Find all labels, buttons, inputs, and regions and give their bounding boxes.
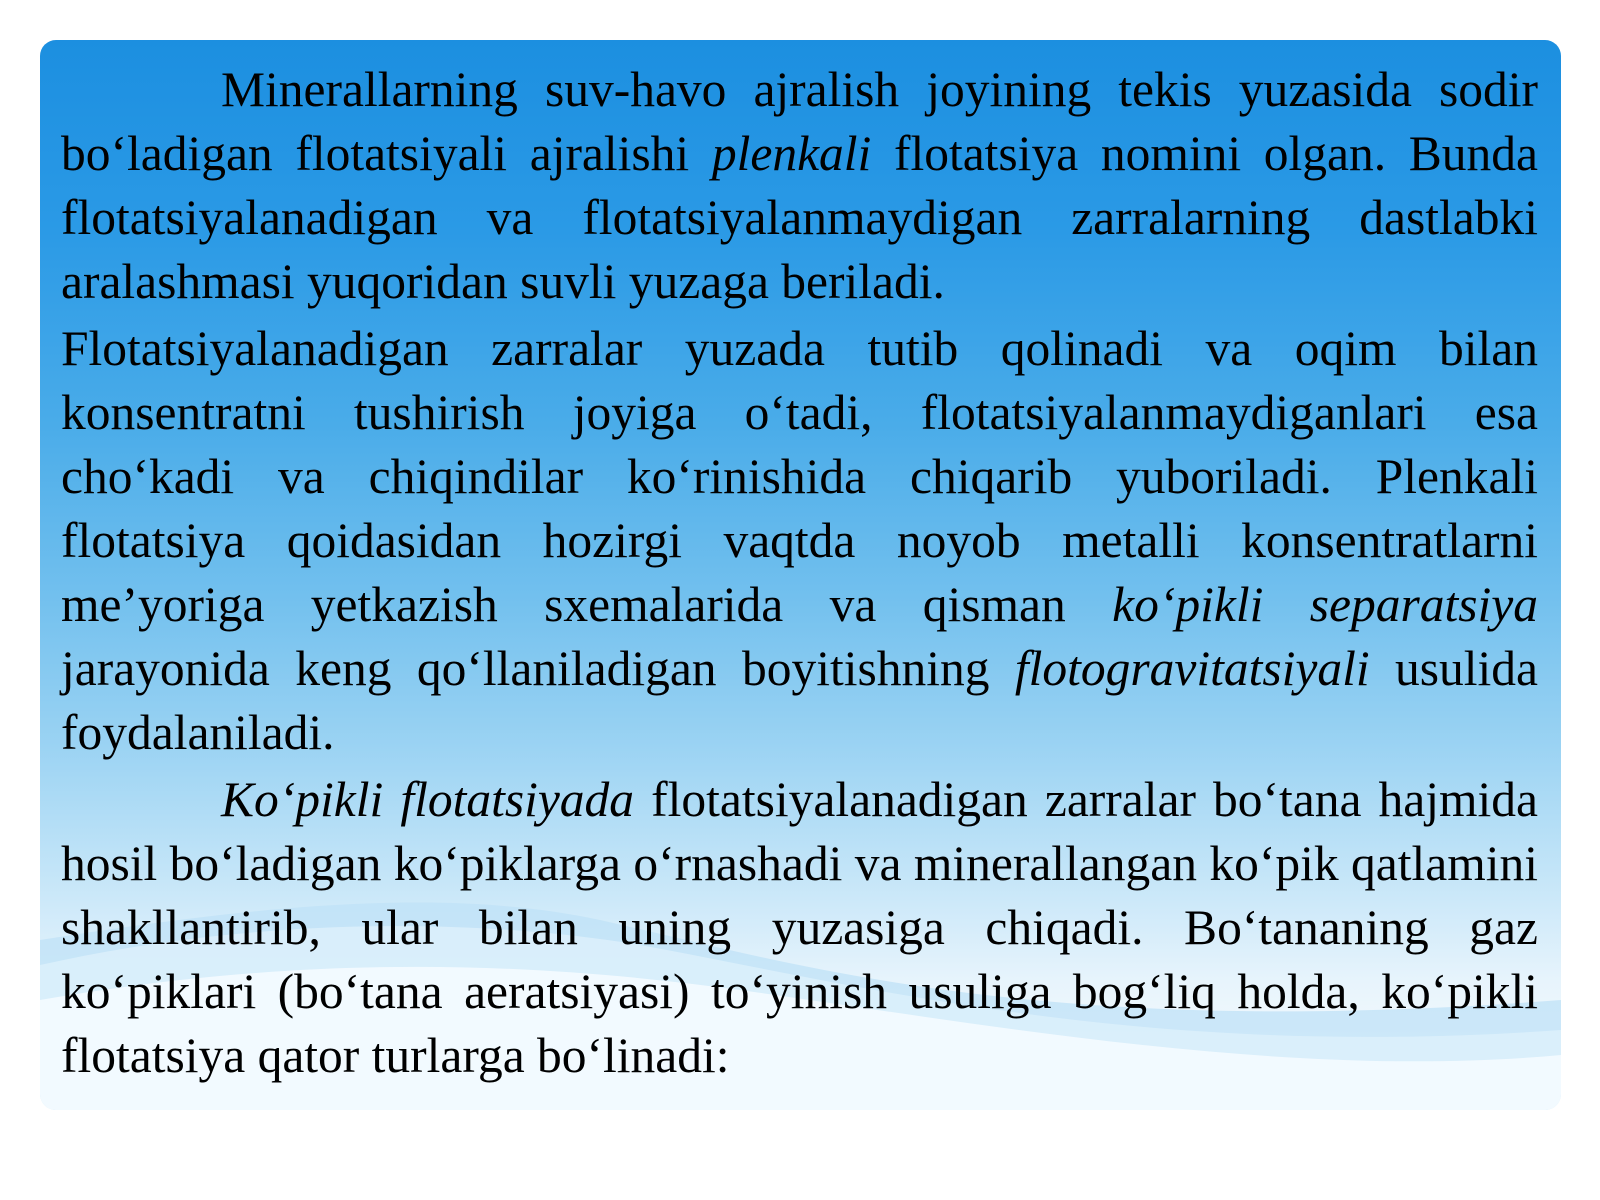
text-segment: usulida foydalaniladi.	[61, 641, 1538, 760]
italic-term: Ko‘pikli flotatsiyada	[221, 772, 635, 827]
paragraph-2	[61, 317, 1538, 765]
body-text	[61, 58, 1538, 1091]
text-segment: Minerallarning suv-havo ajralish joyining tekis yuzasida sodir bo‘ladigan flotatsiyali ajralishi	[61, 62, 1538, 181]
italic-term: ko‘pikli separatsiya	[1112, 577, 1538, 632]
italic-term: plenkali	[711, 126, 872, 181]
text-segment: flotatsiya nomini olgan. Bunda flotatsiyalanadigan va flotatsiyalanmaydigan zarralarning dastlabki aralashmasi yuqoridan suvli yuzaga beriladi.	[61, 126, 1538, 309]
text-segment: flotatsiyalanadigan zarralar bo‘tana hajmida hosil bo‘ladigan ko‘piklarga o‘rnashadi va minerallangan ko‘pik qatlamini shakllantirib, ular bilan uning yuzasiga chiqadi. Bo‘tananing gaz ko‘piklari (bo‘tana aeratsiyasi) to‘yinish usuliga bog‘liq holda, ko‘pikli flotatsiya qator turlarga bo‘linadi:	[61, 772, 1538, 1083]
paragraph-1	[61, 58, 1538, 314]
paragraph-3	[61, 768, 1538, 1088]
text-segment: jarayonida keng qo‘llaniladigan boyitishning	[61, 641, 1015, 696]
italic-term: flotogravitatsiyali	[1014, 641, 1370, 696]
text-segment: Flotatsiyalanadigan zarralar yuzada tutib qolinadi va oqim bilan konsentratni tushirish joyiga o‘tadi, flotatsiyalanmaydiganlari esa cho‘kadi va chiqindilar ko‘rinishida chiqarib yuboriladi. Plenkali flotatsiya qoidasidan hozirgi vaqtda noyob metalli konsentratlarni me’yoriga yetkazish sxemalarida va qisman	[61, 321, 1538, 632]
